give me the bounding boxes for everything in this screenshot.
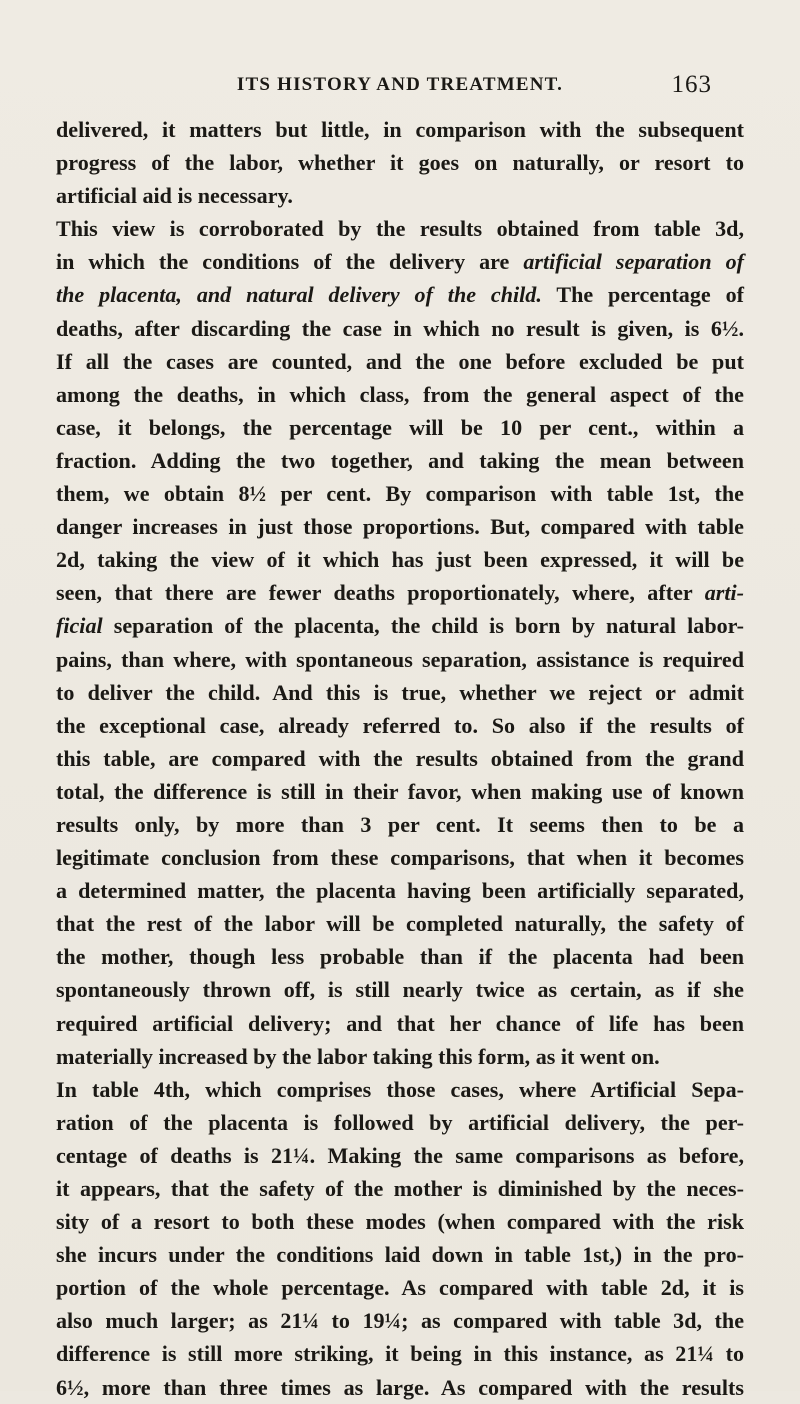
text-line: In table 4th, which comprises those cases, where Artificial Sepa- [56, 1076, 744, 1102]
text-line: materially increased by the labor taking this form, as it went on. [56, 1043, 660, 1069]
text-line: spontaneously thrown off, is still nearly twice as certain, as if she [56, 977, 744, 1003]
text-line: 2d, taking the view of it which has just been expressed, it will be [56, 547, 744, 573]
emphasis-text: the placenta, and natural delivery of the child. [56, 282, 542, 308]
text-line: difference is still more striking, it being in this instance, as 21¼ to [56, 1341, 744, 1367]
text-line: fraction. Adding the two together, and taking the mean between [56, 447, 744, 473]
body-text [56, 113, 744, 1404]
text-line: a determined matter, the placenta having been artificially separated, [56, 878, 744, 904]
text-line: danger increases in just those proportions. But, compared with table [56, 514, 744, 540]
text-line: artificial aid is necessary. [56, 183, 293, 209]
emphasis-text: ficial [56, 613, 103, 639]
text-line: among the deaths, in which class, from the general aspect of the [56, 381, 744, 407]
text-line: results only, by more than 3 per cent. It seems then to be a [56, 811, 744, 837]
text-line: required artificial delivery; and that her chance of life has been [56, 1010, 744, 1036]
text-line: them, we obtain 8½ per cent. By comparison with table 1st, the [56, 481, 744, 507]
text-line: the exceptional case, already referred to. So also if the results of [56, 712, 744, 738]
text-line: progress of the labor, whether it goes on naturally, or resort to [56, 150, 744, 176]
emphasis-text: artificial separation of [523, 249, 744, 275]
text-line: sity of a resort to both these modes (when compared with the risk [56, 1209, 744, 1235]
text-line: portion of the whole percentage. As compared with table 2d, it is [56, 1275, 744, 1301]
page-header [0, 71, 800, 104]
running-title: ITS HISTORY AND TREATMENT. [236, 74, 564, 95]
text-line: centage of deaths is 21¼. Making the same comparisons as before, [56, 1142, 744, 1168]
text-line: pains, than where, with spontaneous separation, assistance is required [56, 646, 744, 672]
text-line: case, it belongs, the percentage will be 10 per cent., within a [56, 414, 744, 440]
text-line: 6½, more than three times as large. As compared with the results [56, 1374, 744, 1400]
text-line: ficial separation of the placenta, the child is born by natural labor- [56, 613, 744, 639]
page-number: 163 [671, 71, 712, 98]
text-line: she incurs under the conditions laid down in table 1st,) in the pro- [56, 1242, 744, 1268]
text-line: the placenta, and natural delivery of the child. The percentage of [56, 282, 744, 308]
text-line: that the rest of the labor will be completed naturally, the safety of [56, 911, 744, 937]
text-line: ration of the placenta is followed by artificial delivery, the per- [56, 1109, 744, 1135]
emphasis-text: arti- [704, 580, 744, 606]
text-line: also much larger; as 21¼ to 19¼; as compared with table 3d, the [56, 1308, 744, 1334]
text-line: it appears, that the safety of the mother is diminished by the neces- [56, 1176, 744, 1201]
text-line: in which the conditions of the delivery are artificial separation of [56, 249, 744, 275]
text-line: delivered, it matters but little, in comparison with the subsequent [56, 117, 744, 142]
text-line: deaths, after discarding the case in which no result is given, is 6½. [56, 315, 744, 341]
text-line: This view is corroborated by the results obtained from table 3d, [56, 216, 744, 242]
text-line: this table, are compared with the results obtained from the grand [56, 745, 744, 771]
text-line: to deliver the child. And this is true, whether we reject or admit [56, 679, 744, 705]
text-line: seen, that there are fewer deaths proportionately, where, after arti- [56, 580, 744, 606]
text-line: total, the difference is still in their favor, when making use of known [56, 778, 744, 804]
text-line: the mother, though less probable than if the placenta had been [56, 944, 744, 970]
text-line: legitimate conclusion from these comparisons, that when it becomes [56, 845, 744, 871]
text-line: If all the cases are counted, and the one before excluded be put [56, 348, 744, 374]
